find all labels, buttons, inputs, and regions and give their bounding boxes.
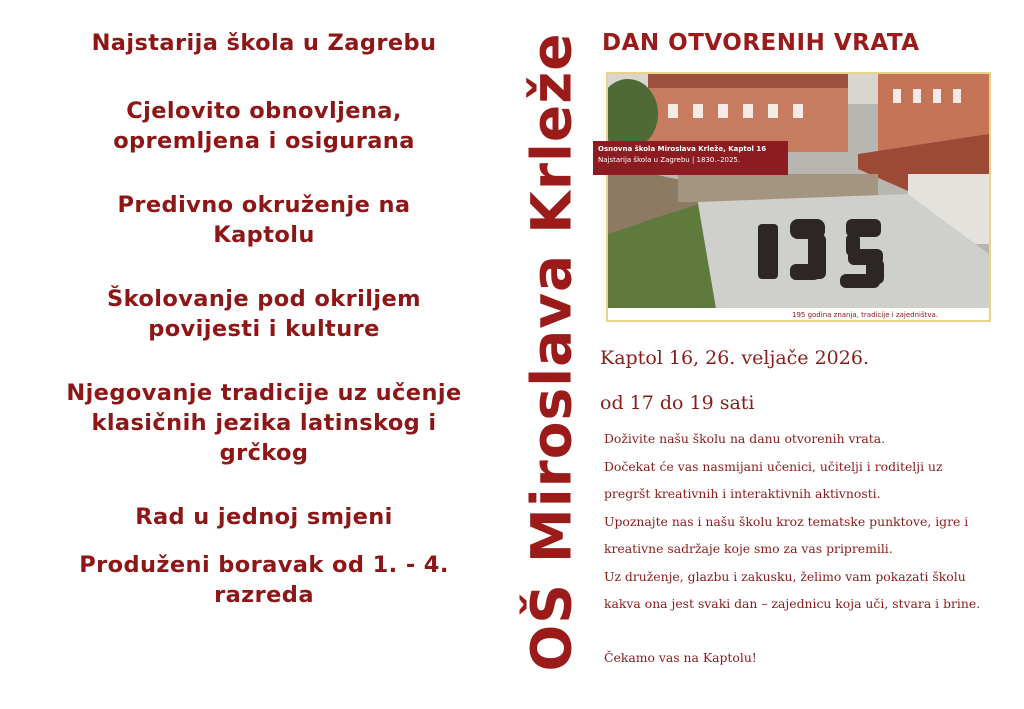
photo-caption-title: Osnovna škola Miroslava Krleže, Kaptol 16: [598, 145, 767, 153]
feature-list: [20, 28, 508, 610]
feature-item: [20, 502, 508, 536]
description-line: Uz druženje, glazbu i zakusku, želimo vam pokazati školu: [604, 568, 966, 584]
feature-text: Predivno okruženje na: [117, 192, 411, 218]
event-description: [604, 425, 1014, 671]
event-time: od 17 do 19 sati: [600, 392, 755, 414]
feature-item: [20, 190, 508, 250]
closing-line: Čekamo vas na Kaptolu!: [604, 649, 757, 665]
photo-caption: [593, 141, 788, 175]
school-name-vertical: [520, 22, 584, 682]
feature-text: Produženi boravak od 1. - 4.: [79, 552, 449, 578]
feature-text: razreda: [214, 582, 314, 608]
feature-item: [20, 550, 508, 610]
feature-text: Školovanje pod okriljem: [107, 286, 421, 312]
feature-item: [20, 96, 508, 156]
photo-footer: 195 godina znanja, tradicije i zajedništva.: [792, 311, 939, 319]
school-name: OŠ Miroslava Krleže: [520, 32, 585, 672]
feature-text: Kaptolu: [213, 222, 315, 248]
school-photo: [606, 72, 991, 322]
feature-text: klasičnih jezika latinskog i: [91, 410, 437, 436]
description-line: Doživite našu školu na danu otvorenih vrata.: [604, 431, 886, 446]
feature-text: Rad u jednoj smjeni: [135, 504, 393, 530]
feature-item: [20, 28, 508, 62]
description-line: pregršt kreativnih i interaktivnih aktivnosti.: [604, 486, 881, 501]
event-location-date: Kaptol 16, 26. veljače 2026.: [600, 347, 869, 369]
description-line: Upoznajte nas i našu školu kroz tematske punktove, igre i: [604, 513, 969, 529]
feature-text: Najstarija škola u Zagrebu: [91, 30, 437, 56]
description-line: Dočekat će vas nasmijani učenici, učitelji i roditelji uz: [604, 458, 943, 474]
feature-text: opremljena i osigurana: [113, 128, 415, 154]
feature-text: Njegovanje tradicije uz učenje: [66, 380, 462, 406]
photo-caption-subtitle: Najstarija škola u Zagrebu | 1830.–2025.: [598, 156, 741, 164]
description-line: kakva ona jest svaki dan – zajednicu koja uči, stvara i brine.: [604, 596, 981, 611]
school-photo-illustration: [608, 74, 989, 320]
feature-text: povijesti i kulture: [148, 316, 380, 342]
description-line: kreativne sadržaje koje smo za vas pripremili.: [604, 541, 893, 556]
feature-item: [20, 284, 508, 344]
feature-text: grčkog: [219, 440, 309, 466]
feature-text: Cjelovito obnovljena,: [126, 98, 402, 124]
event-title: DAN OTVORENIH VRATA: [602, 30, 920, 56]
feature-item: [20, 378, 508, 468]
